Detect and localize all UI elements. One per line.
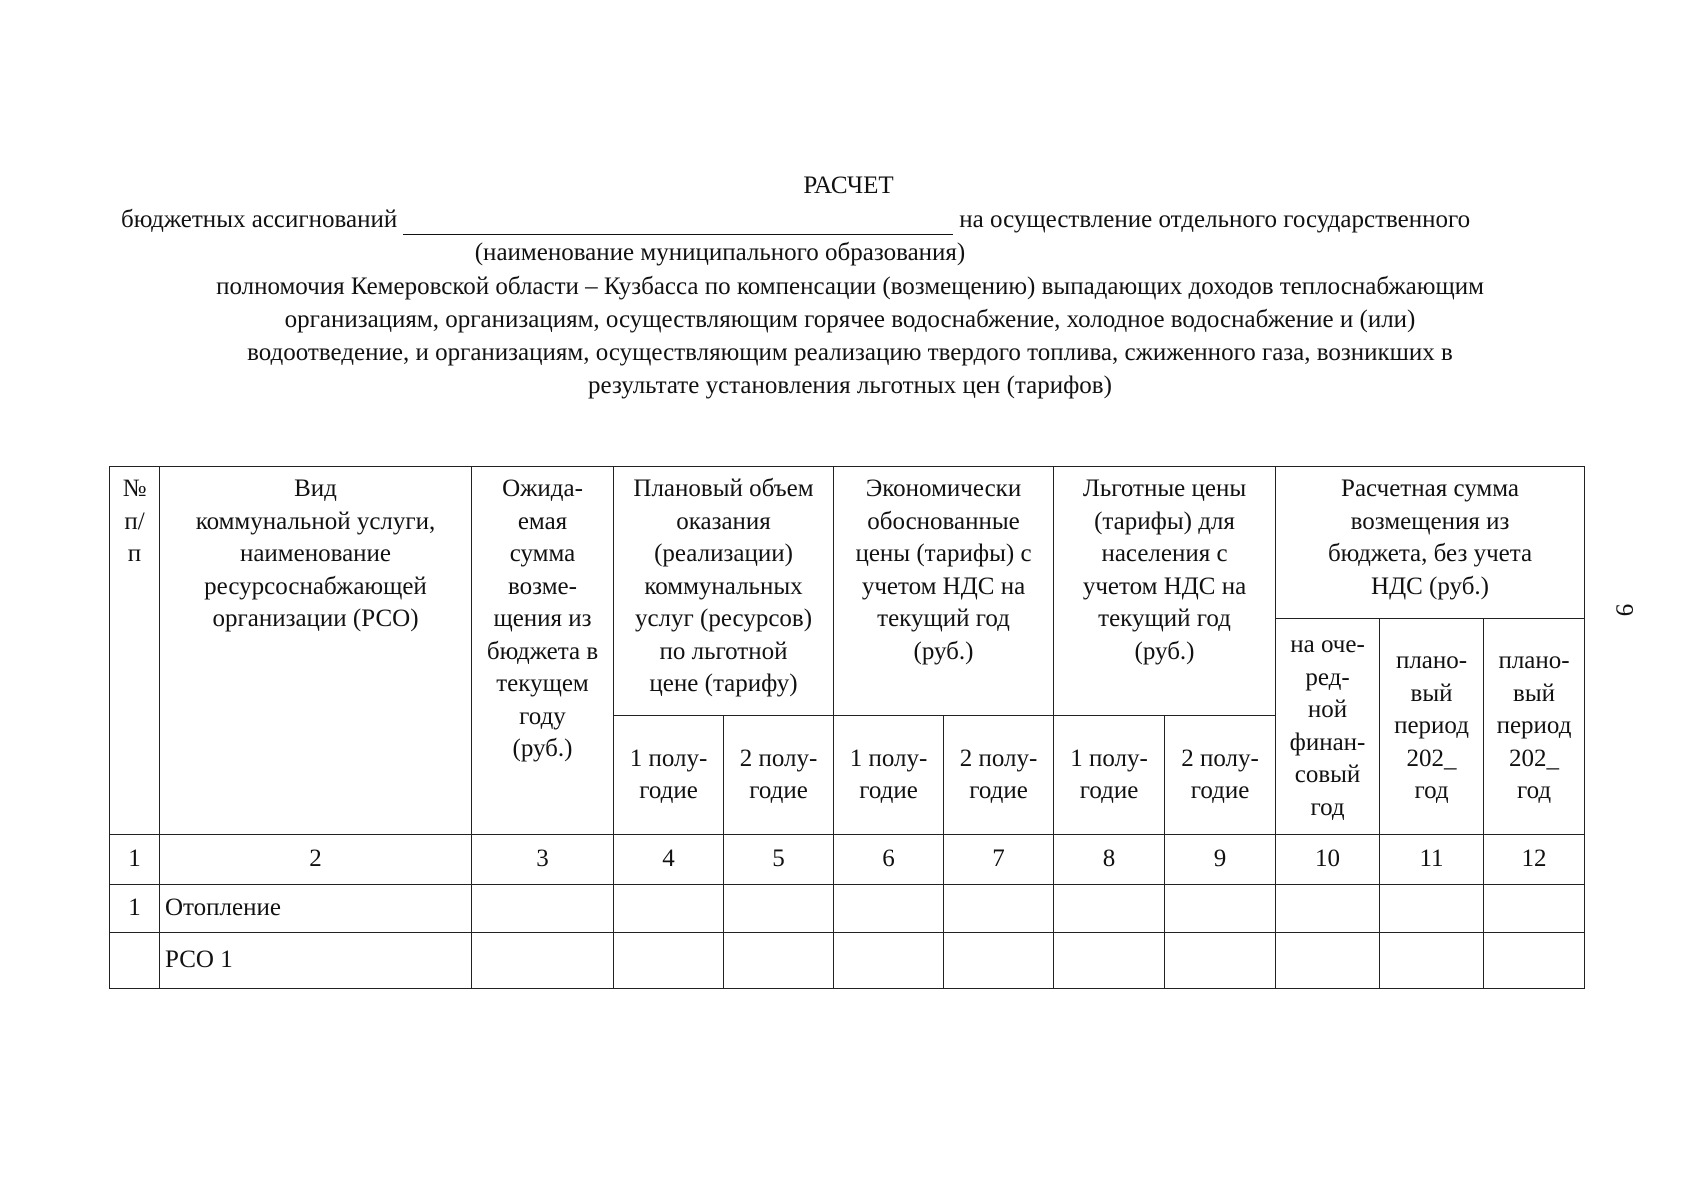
table-cell — [1380, 933, 1484, 989]
header-expected-sum: Ожида- емая сумма возме- щения из бюджета в текущем году (руб.) — [472, 467, 614, 835]
header-next-financial-year: на оче- ред- ной финан- совый год — [1276, 619, 1380, 835]
table-row — [110, 933, 1585, 989]
table-cell — [1276, 933, 1380, 989]
table-cell — [1276, 885, 1380, 933]
table-cell — [1165, 885, 1276, 933]
column-number: 12 — [1484, 835, 1585, 885]
row-service-name: Отопление — [160, 885, 472, 933]
table-cell — [1380, 885, 1484, 933]
title-body-line: результате установления льготных цен (тарифов) — [588, 372, 1112, 399]
header-preferential-prices: Льготные цены (тарифы) для населения с учетом НДС на текущий год (руб.) — [1054, 467, 1276, 716]
header-reimbursement-sum: Расчетная сумма возмещения из бюджета, без учета НДС (руб.) — [1276, 467, 1585, 619]
table-cell — [1484, 885, 1585, 933]
column-number: 9 — [1165, 835, 1276, 885]
table-cell — [614, 885, 724, 933]
table-cell — [1484, 933, 1585, 989]
column-number: 1 — [110, 835, 160, 885]
row-service-name: РСО 1 — [160, 933, 472, 989]
table-cell — [472, 933, 614, 989]
table-cell — [724, 933, 834, 989]
header-pref-half-1: 1 полу- годие — [1054, 716, 1165, 835]
row-number: 1 — [110, 885, 160, 933]
column-number: 5 — [724, 835, 834, 885]
blank-field-caption: (наименование муниципального образования) — [474, 239, 966, 266]
table-cell — [1054, 885, 1165, 933]
header-economic-prices: Экономически обоснованные цены (тарифы) с учетом НДС на текущий год (руб.) — [834, 467, 1054, 716]
header-service-type: Вид коммунальной услуги, наименование ресурсоснабжающей организации (РСО) — [160, 467, 472, 835]
title-body-line: водоотведение, и организациям, осуществляющим реализацию твердого топлива, сжиженного газа, возникших в — [247, 339, 1453, 366]
table-cell — [1165, 933, 1276, 989]
table-cell — [834, 885, 944, 933]
table-cell — [614, 933, 724, 989]
header-planning-period-1: плано- вый период 202_ год — [1380, 619, 1484, 835]
header-volume-half-1: 1 полу- годие — [614, 716, 724, 835]
header-row-number: № п/ п — [110, 467, 160, 835]
column-number: 3 — [472, 835, 614, 885]
table-cell — [944, 885, 1054, 933]
header-pref-half-2: 2 полу- годие — [1165, 716, 1276, 835]
intro-text-after: на осуществление отдельного государственного — [959, 206, 1471, 233]
header-econ-half-1: 1 полу- годие — [834, 716, 944, 835]
table-cell — [724, 885, 834, 933]
document-title: РАСЧЕТ — [803, 172, 894, 199]
column-number-row — [110, 835, 1585, 885]
header-planning-period-2: плано- вый период 202_ год — [1484, 619, 1585, 835]
title-body-line: организациям, организациям, осуществляющим горячее водоснабжение, холодное водоснабжение и (или) — [284, 306, 1416, 333]
column-number: 11 — [1380, 835, 1484, 885]
title-body-line: полномочия Кемеровской области – Кузбасса по компенсации (возмещению) выпадающих доходов теплоснабжающим — [216, 273, 1484, 300]
column-number: 8 — [1054, 835, 1165, 885]
intro-line — [121, 205, 1581, 235]
intro-text-before: бюджетных ассигнований — [121, 206, 398, 233]
column-number: 10 — [1276, 835, 1380, 885]
column-number: 2 — [160, 835, 472, 885]
table-cell — [944, 933, 1054, 989]
calculation-table — [109, 466, 1585, 989]
column-number: 6 — [834, 835, 944, 885]
column-number: 7 — [944, 835, 1054, 885]
municipality-blank-field — [403, 208, 953, 235]
table-cell — [1054, 933, 1165, 989]
row-number — [110, 933, 160, 989]
header-volume-half-2: 2 полу- годие — [724, 716, 834, 835]
column-number: 4 — [614, 835, 724, 885]
table-cell — [472, 885, 614, 933]
title-body — [100, 270, 1600, 402]
page-number: 9 — [1610, 603, 1638, 617]
table-row — [110, 885, 1585, 933]
header-planned-volume: Плановый объем оказания (реализации) коммунальных услуг (ресурсов) по льготной цене (тарифу) — [614, 467, 834, 716]
header-econ-half-2: 2 полу- годие — [944, 716, 1054, 835]
table-cell — [834, 933, 944, 989]
